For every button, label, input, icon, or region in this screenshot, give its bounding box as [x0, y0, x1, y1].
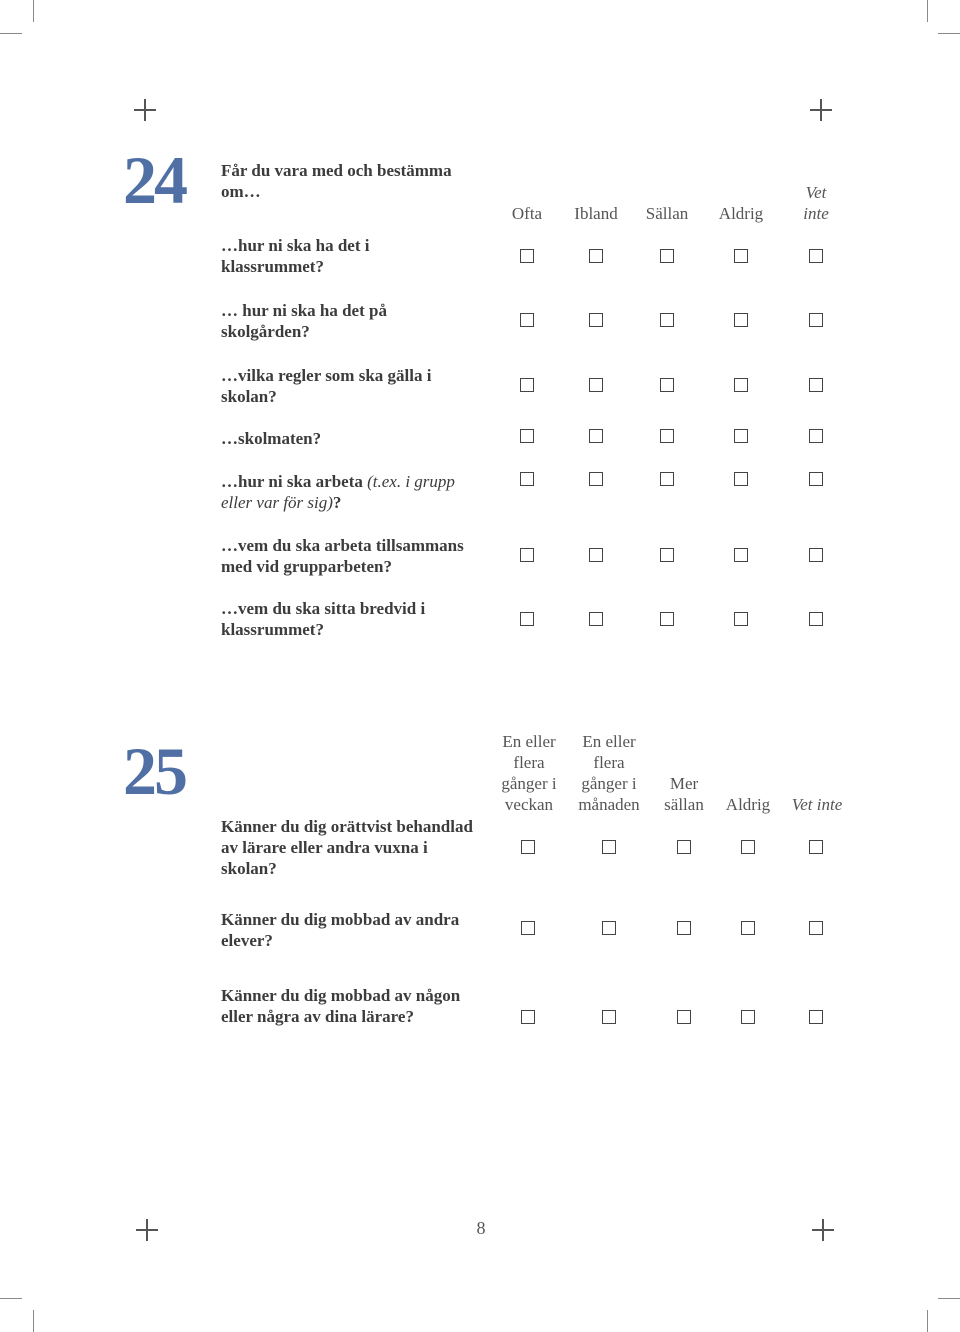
question-item: Känner du dig mobbad av andra elever?: [221, 910, 460, 950]
checkbox[interactable]: [520, 548, 534, 562]
checkbox[interactable]: [677, 921, 691, 935]
checkbox[interactable]: [734, 612, 748, 626]
question-item: [221, 471, 481, 513]
registration-mark-icon: [810, 99, 832, 121]
registration-mark-icon: [136, 1219, 158, 1241]
checkbox[interactable]: [660, 429, 674, 443]
checkbox[interactable]: [602, 921, 616, 935]
item-example: (t.ex. i grupp eller var för sig): [221, 472, 455, 512]
checkbox[interactable]: [677, 1010, 691, 1024]
option-header: Vet inte: [791, 795, 843, 814]
question-item: … hur ni ska ha det på skolgården?: [221, 301, 387, 341]
checkbox[interactable]: [589, 429, 603, 443]
checkbox[interactable]: [589, 472, 603, 486]
checkbox[interactable]: [521, 921, 535, 935]
crop-mark: [33, 0, 34, 22]
crop-mark: [927, 1310, 928, 1332]
checkbox[interactable]: [589, 313, 603, 327]
checkbox[interactable]: [520, 429, 534, 443]
checkbox[interactable]: [741, 921, 755, 935]
question-item: …vilka regler som ska gälla i skolan?: [221, 366, 432, 406]
option-header: En eller flera gånger i veckan: [501, 732, 557, 814]
checkbox[interactable]: [734, 313, 748, 327]
checkbox[interactable]: [660, 472, 674, 486]
checkbox[interactable]: [734, 429, 748, 443]
crop-mark: [938, 33, 960, 34]
question-number: 24: [123, 142, 185, 218]
checkbox[interactable]: [741, 840, 755, 854]
page-number: 8: [476, 1218, 486, 1238]
option-header: En eller flera gånger i månaden: [578, 732, 640, 814]
checkbox[interactable]: [589, 378, 603, 392]
option-header: Sällan: [645, 204, 689, 223]
checkbox[interactable]: [520, 472, 534, 486]
checkbox[interactable]: [589, 548, 603, 562]
registration-mark-icon: [812, 1219, 834, 1241]
item-punct: ?: [332, 493, 342, 512]
option-header: Aldrig: [718, 204, 764, 223]
checkbox[interactable]: [602, 840, 616, 854]
checkbox[interactable]: [809, 921, 823, 935]
option-header: Vet inte: [803, 183, 829, 223]
checkbox[interactable]: [809, 548, 823, 562]
question-item: Känner du dig mobbad av någon eller några av dina lärare?: [221, 986, 461, 1026]
checkbox[interactable]: [520, 378, 534, 392]
checkbox[interactable]: [734, 378, 748, 392]
checkbox[interactable]: [589, 612, 603, 626]
option-header: Ofta: [511, 204, 543, 223]
checkbox[interactable]: [741, 1010, 755, 1024]
checkbox[interactable]: [809, 429, 823, 443]
checkbox[interactable]: [521, 1010, 535, 1024]
checkbox[interactable]: [602, 1010, 616, 1024]
checkbox[interactable]: [677, 840, 691, 854]
checkbox[interactable]: [734, 472, 748, 486]
checkbox[interactable]: [734, 548, 748, 562]
checkbox[interactable]: [520, 612, 534, 626]
crop-mark: [33, 1310, 34, 1332]
checkbox[interactable]: [520, 313, 534, 327]
checkbox[interactable]: [589, 249, 603, 263]
option-header: Ibland: [574, 204, 618, 223]
question-item: …vem du ska sitta bredvid i klassrummet?: [221, 599, 426, 639]
checkbox[interactable]: [660, 249, 674, 263]
question-item: Känner du dig orättvist behandlad av lärare eller andra vuxna i skolan?: [221, 817, 473, 878]
crop-mark: [0, 1298, 22, 1299]
checkbox[interactable]: [734, 249, 748, 263]
checkbox[interactable]: [809, 1010, 823, 1024]
checkbox[interactable]: [809, 612, 823, 626]
checkbox[interactable]: [809, 249, 823, 263]
option-header: Mer sällan: [664, 774, 704, 814]
checkbox[interactable]: [660, 313, 674, 327]
question-intro: Får du vara med och bestämma om…: [221, 161, 452, 201]
checkbox[interactable]: [660, 378, 674, 392]
checkbox[interactable]: [521, 840, 535, 854]
question-item: …hur ni ska ha det i klassrummet?: [221, 236, 370, 276]
checkbox[interactable]: [520, 249, 534, 263]
option-header: Aldrig: [725, 795, 771, 814]
crop-mark: [938, 1298, 960, 1299]
question-item: …skolmaten?: [221, 429, 322, 448]
question-number: 25: [123, 733, 185, 809]
checkbox[interactable]: [660, 548, 674, 562]
checkbox[interactable]: [809, 313, 823, 327]
checkbox[interactable]: [660, 612, 674, 626]
checkbox[interactable]: [809, 472, 823, 486]
checkbox[interactable]: [809, 840, 823, 854]
checkbox[interactable]: [809, 378, 823, 392]
crop-mark: [0, 33, 22, 34]
question-item: …vem du ska arbeta tillsammans med vid grupparbeten?: [221, 536, 464, 576]
registration-mark-icon: [134, 99, 156, 121]
crop-mark: [927, 0, 928, 22]
item-text: …hur ni ska arbeta: [221, 472, 368, 491]
